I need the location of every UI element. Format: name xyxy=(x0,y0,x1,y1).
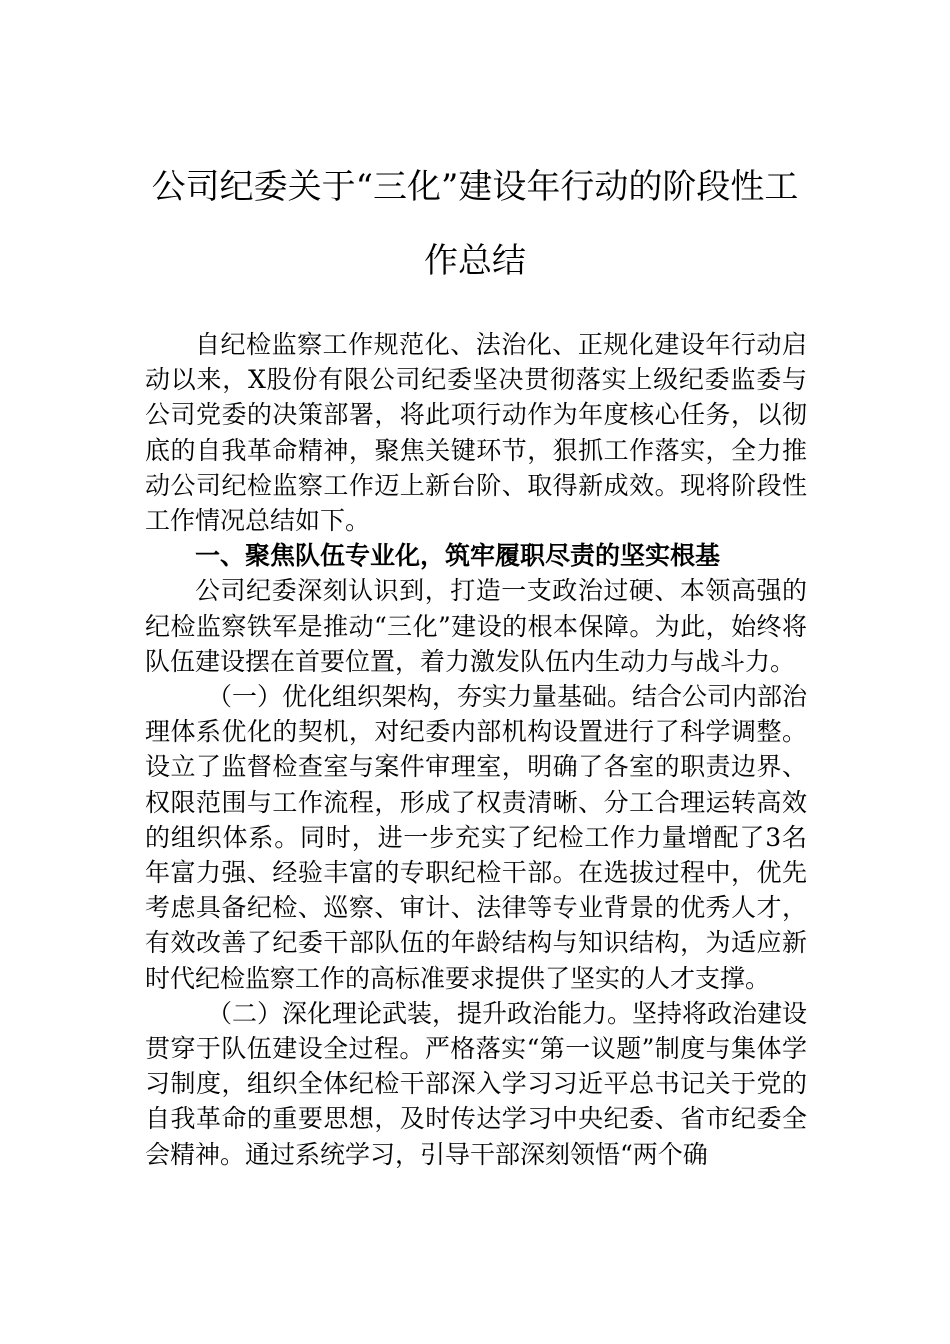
section-heading-1: 一、聚焦队伍专业化，筑牢履职尽责的坚实根基 xyxy=(195,541,721,571)
title-line-1: 公司纪委关于“三化”建设年行动的阶段性工 xyxy=(151,167,799,207)
intro-paragraph: 自纪检监察工作规范化、法治化、正规化建设年行动启动以来，X股份有限公司纪委坚决贯彻落实上级纪委监委与公司党委的决策部署，将此项行动作为年度核心任务，以彻底的自我革命精神，聚焦关键环节，狠抓工作落实，全力推动公司纪检监察工作迈上新台阶、取得新成效。现将阶段性工作情况总结如下。 xyxy=(145,330,807,536)
subsection-1-paragraph: （一）优化组织架构，夯实力量基础。结合公司内部治理体系优化的契机，对纪委内部机构设置进行了科学调整。设立了监督检查室与案件审理室，明确了各室的职责边界、权限范围与工作流程，形成了权责清晰、分工合理运转高效的组织体系。同时，进一步充实了纪检工作力量增配了3名年富力强、经验丰富的专职纪检干部。在选拔过程中，优先考虑具备纪检、巡察、审计、法律等专业背景的优秀人才，有效改善了纪委干部队伍的年龄结构与知识结构，为适应新时代纪检监察工作的高标准要求提供了坚实的人才支撑。 xyxy=(145,682,808,993)
section-1-paragraph: 公司纪委深刻认识到，打造一支政治过硬、本领高强的纪检监察铁军是推动“三化”建设的根本保障。为此，始终将队伍建设摆在首要位置，着力激发队伍内生动力与战斗力。 xyxy=(145,576,807,676)
subsection-2-paragraph: （二）深化理论武装，提升政治能力。坚持将政治建设贯穿于队伍建设全过程。严格落实“第一议题”制度与集体学习制度，组织全体纪检干部深入学习习近平总书记关于党的自我革命的重要思想，及时传达学习中央纪委、省市纪委全会精神。通过系统学习，引导干部深刻领悟“两个确 xyxy=(145,998,808,1169)
title-line-2: 作总结 xyxy=(424,241,526,281)
document-title xyxy=(120,150,830,298)
document-body xyxy=(145,327,807,1172)
